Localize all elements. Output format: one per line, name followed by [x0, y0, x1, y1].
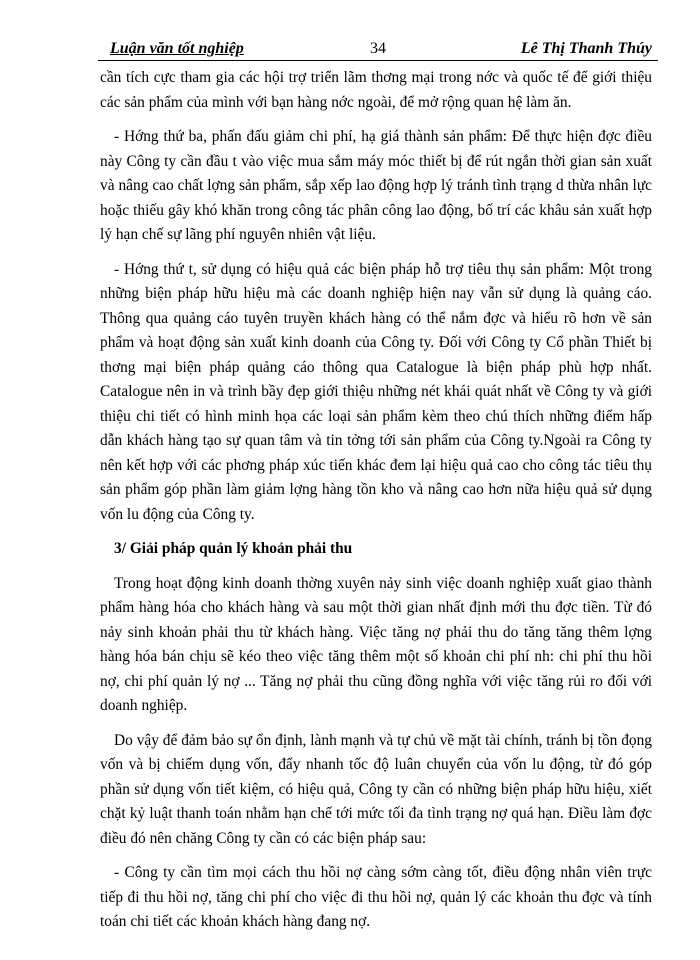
header-thesis-title: Luận văn tốt nghiệp: [110, 40, 244, 57]
page-body: [100, 66, 652, 935]
page-number: 34: [370, 40, 386, 57]
running-header: [98, 38, 658, 61]
paragraph-receivables-measures: Do vậy để đảm bảo sự ổn định, lành mạnh và tự chủ về mặt tài chính, tránh bị tồn đọng vốn và bị chiếm dụng vốn, đẩy nhanh tốc độ luân chuyển của vốn lu động, từ đó góp phần sử dụng vốn tiết kiệm, có hiệu quả, Công ty cần có những biện pháp hữu hiệu, xiết chặt kỷ luật thanh toán nhằm hạn chế tới mức tối đa tình trạng nợ quá hạn. Điều làm đợc điều đó nên chăng Công ty cần có các biện pháp sau:: [100, 731, 652, 847]
paragraph-direction-four: - Hớng thứ t, sử dụng có hiệu quả các biện pháp hỗ trợ tiêu thụ sản phẩm: Một trong những biện pháp hữu hiệu mà các doanh nghiệp hiện nay vẫn sử dụng là quảng cáo. Thông qua quảng cáo tuyên truyền khách hàng có thể nắm đợc và hiểu rõ hơn về sản phẩm và hoạt động sản xuất kinh doanh của Công ty. Đối với Công ty Cổ phần Thiết bị thơng mại biện pháp quảng cáo thông qua Catalogue là biện pháp phù hợp nhất. Catalogue nên in và trình bầy đẹp giới thiệu những nét khái quát nhất về Công ty và giới thiệu chi tiết có hình minh họa các loại sản phẩm kèm theo chú thích những điểm hấp dẫn khách hàng tạo sự quan tâm và tin tởng tới sản phẩm của Công ty.Ngoài ra Công ty nên kết hợp với các phơng pháp xúc tiến khác đem lại hiệu quả cao cho công tác tiêu thụ sản phẩm góp phần làm giảm lợng hàng tồn kho và nâng cao hơn nữa hiệu quả sử dụng vốn lu động của Công ty.: [100, 260, 652, 523]
paragraph-receivables-intro: Trong hoạt động kinh doanh thờng xuyên nảy sinh việc doanh nghiệp xuất giao thành phẩm hàng hóa cho khách hàng và sau một thời gian nhất định mới thu đợc tiền. Từ đó nảy sinh khoản phải thu từ khách hàng. Việc tăng nợ phải thu do tăng tăng thêm lợng hàng hóa bán chịu sẽ kéo theo việc tăng thêm một số khoản chi phí nh: chi phí thu hồi nợ, chi phí quản lý nợ ... Tăng nợ phải thu cũng đồng nghĩa với việc tăng rủi ro đối với doanh nghiệp.: [100, 574, 652, 714]
header-author-name: Lê Thị Thanh Thúy: [520, 40, 652, 57]
section-heading: 3/ Giải pháp quản lý khoản phải thu: [114, 540, 353, 557]
paragraph-continuation: cần tích cực tham gia các hội trợ triển lãm thơng mại trong nớc và quốc tế để giới thiệu các sản phẩm của mình với bạn hàng nớc ngoài, để mở rộng quan hệ làm ăn.: [100, 69, 652, 111]
paragraph-direction-three: - Hớng thứ ba, phấn đấu giảm chi phí, hạ giá thành sản phẩm: Để thực hiện đợc điều này Công ty cần đầu t vào việc mua sắm máy móc thiết bị để rút ngắn thời gian sản xuất và nâng cao chất lợng sản phẩm, sắp xếp lao động hợp lý tránh tình trạng d thừa nhân lực hoặc thiếu gây khó khăn trong công tác phân công lao động, bố trí các khâu sản xuất hợp lý hạn chế sự lãng phí nguyên nhiên vật liệu.: [100, 128, 652, 243]
paragraph-debt-collection: - Công ty cần tìm mọi cách thu hồi nợ càng sớm càng tốt, điều động nhân viên trực tiếp đi thu hồi nợ, tăng chi phí cho việc đi thu hồi nợ, quản lý các khoản thu đợc và tính toán chi tiết các khoản khách hàng đang nợ.: [100, 864, 652, 930]
